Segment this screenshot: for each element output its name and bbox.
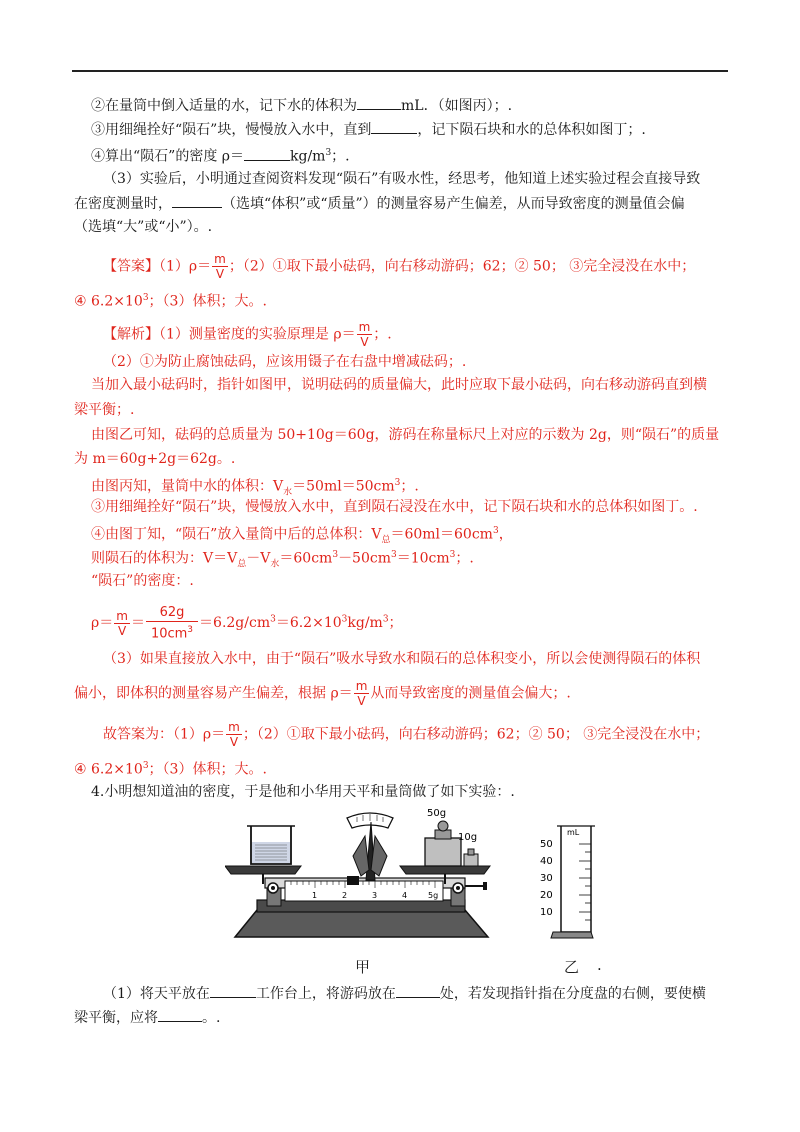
text: ；. xyxy=(400,478,419,495)
text: 10cm xyxy=(150,626,188,642)
superscript: 3 xyxy=(341,614,348,625)
cylinder-tick-label: 50 xyxy=(540,839,553,850)
answer-tag: 【答案】 xyxy=(103,258,159,275)
answer-blank[interactable] xyxy=(357,95,401,110)
answer-blank[interactable] xyxy=(244,146,290,161)
denominator: V xyxy=(357,694,366,708)
superscript: 3 xyxy=(142,293,149,303)
numerator: m xyxy=(214,252,226,266)
ruler-tick-label: 3 xyxy=(372,891,378,900)
text: mL．（如图丙）；. xyxy=(401,98,513,114)
text: 故答案为：（1）ρ＝ xyxy=(103,726,226,743)
text: 从而导致密度的测量值会偏大；. xyxy=(370,685,571,702)
text: kg/m xyxy=(347,615,383,632)
subscript: 总 xyxy=(381,535,391,546)
text: （选填“体积”或“质量”）的测量容易产生偏差，从而导致密度的测量值会偏 xyxy=(222,196,685,212)
balance-rider xyxy=(347,876,359,885)
text: ③用细绳拴好“陨石”块，慢慢放入水中，直到 xyxy=(91,122,372,138)
text: 偏小，即体积的测量容易产生偏差，根据 ρ＝ xyxy=(74,685,353,702)
text: ρ＝ xyxy=(91,615,114,632)
cylinder-tick-label: 10 xyxy=(540,907,553,918)
text: ；. xyxy=(373,326,392,343)
text: ；（2）①取下最小砝码，向右移动游码；62；② 50； ③完全浸没在水中； xyxy=(228,258,696,275)
cylinder-tick-label: 20 xyxy=(540,890,553,901)
analysis-tag: 【解析】 xyxy=(103,326,159,343)
subscript: 水 xyxy=(270,559,280,570)
denominator xyxy=(146,622,198,642)
answer-blank[interactable] xyxy=(210,983,256,998)
subscript: 水 xyxy=(283,487,293,498)
analysis-line: （3）如果直接放入水中，由于“陨石”吸水导致水和陨石的总体积变小，所以会使测得陨石的体积 xyxy=(103,651,701,667)
ruler-tick-label: 2 xyxy=(342,891,348,900)
balance-base-top xyxy=(257,900,465,912)
ruler-tick-label: 5g xyxy=(428,891,439,900)
text: ④ 6.2×10 xyxy=(74,761,143,778)
text: ＝6.2×10 xyxy=(275,615,342,632)
text: 由图丙知，量筒中水的体积：V xyxy=(91,478,284,495)
answer-line xyxy=(74,288,267,312)
superscript: 3 xyxy=(492,526,499,536)
fraction xyxy=(357,320,373,349)
analysis-line: 梁平衡；. xyxy=(74,402,135,418)
answer-blank[interactable] xyxy=(172,193,222,208)
text: （1）测量密度的实验原理是 ρ＝ xyxy=(159,326,356,343)
cylinder-tick-label: 30 xyxy=(540,873,553,884)
numerator: 62g xyxy=(146,604,198,622)
text: （1）ρ＝ xyxy=(159,258,212,275)
left-pan xyxy=(225,866,301,874)
text: 梁平衡，应将 xyxy=(74,1010,158,1026)
figure-label-jia: 甲 xyxy=(355,958,371,976)
answer-blank[interactable] xyxy=(371,119,417,134)
fraction xyxy=(212,252,228,281)
fraction xyxy=(226,720,242,749)
analysis-line xyxy=(103,320,392,349)
fraction xyxy=(354,679,370,708)
text: 处，若发现指针指在分度盘的右侧，要使横 xyxy=(439,986,706,1002)
text: ，记下陨石块和水的总体积如图丁；. xyxy=(417,122,646,138)
numerator: m xyxy=(228,720,240,734)
text: 则陨石的体积为：V＝V xyxy=(91,550,238,567)
weight-10g-label: 10g xyxy=(458,832,478,843)
superscript: 3 xyxy=(325,148,332,158)
analysis-line: ③用细绳拴好“陨石”块，慢慢放入水中，直到陨石浸没在水中，记下陨石块和水的总体积如图丁。. xyxy=(91,499,698,515)
superscript: 3 xyxy=(270,614,276,625)
balance-base xyxy=(235,910,488,937)
analysis-line xyxy=(103,720,709,749)
denominator: V xyxy=(229,735,239,749)
text: ；. xyxy=(455,550,474,567)
subscript: 总 xyxy=(237,559,247,570)
superscript: 3 xyxy=(394,478,401,488)
balance-figure xyxy=(225,800,500,940)
weight-50g-icon xyxy=(425,838,461,866)
superscript: 3 xyxy=(391,550,397,560)
weight-10g-icon xyxy=(464,854,478,866)
figure-label-dot: . xyxy=(597,956,602,974)
text: ＝6.2g/cm xyxy=(199,615,271,632)
text: ④算出“陨石”的密度 ρ＝ xyxy=(91,148,244,165)
numerator: m xyxy=(355,679,368,693)
superscript: 3 xyxy=(449,550,456,560)
text: ；. xyxy=(331,148,350,165)
fraction xyxy=(114,609,130,638)
cylinder-base xyxy=(551,932,593,938)
text: ＝60cm xyxy=(279,550,333,567)
answer-blank[interactable] xyxy=(396,983,440,998)
text: kg/m xyxy=(290,148,326,165)
analysis-line: 由图乙可知，砝码的总质量为 50+10g＝60g，游码在称量标尺上对应的示数为 2g，则“陨石”的质量 xyxy=(91,427,720,443)
text: ＝10cm xyxy=(396,550,450,567)
analysis-line: 为 m＝60g+2g＝62g。. xyxy=(74,451,236,467)
analysis-line xyxy=(74,756,267,780)
analysis-line: ρ＝ $\frac{m}{V}$ ＝ $\frac{62g}{10cm^3}$ $=6.2g/cm^3=6.2\times 10^3kg/m^3$； xyxy=(91,605,403,642)
text: ；（2）①取下最小砝码，向右移动游码；62；② 50； ③完全浸没在水中； xyxy=(242,726,710,743)
text: ；（3）体积；大。. xyxy=(148,761,267,778)
text: ；（3）体积；大。. xyxy=(148,293,267,310)
text: ＝60ml＝60cm xyxy=(390,526,493,543)
text: ； xyxy=(388,615,403,632)
text: （1）将天平放在 xyxy=(103,986,210,1002)
answer-blank[interactable] xyxy=(158,1007,202,1022)
superscript: 3 xyxy=(142,761,149,771)
text-line xyxy=(91,143,350,167)
text: ④由图丁知，“陨石”放入量筒中后的总体积：V xyxy=(91,526,382,543)
superscript: 3 xyxy=(332,550,339,560)
question-line xyxy=(103,983,706,1004)
weight-50g-label: 50g xyxy=(427,808,447,819)
ruler-tick-label: 4 xyxy=(402,891,408,900)
numerator: m xyxy=(116,608,128,623)
text: －50cm xyxy=(338,550,391,567)
analysis-line xyxy=(74,679,571,708)
text: ， xyxy=(498,526,513,543)
fraction xyxy=(146,604,198,642)
text: 工作台上，将游码放在 xyxy=(255,986,396,1002)
text: －V xyxy=(246,550,271,567)
text: 。. xyxy=(202,1010,221,1026)
text-line: （3）实验后，小明通过查阅资料发现“陨石”有吸水性，经思考，他知道上述实验过程会直接导致 xyxy=(103,171,701,187)
analysis-line: （2）①为防止腐蚀砝码，应该用镊子在右盘中增减砝码；. xyxy=(103,354,467,370)
text: ②在量筒中倒入适量的水，记下水的体积为 xyxy=(91,98,357,114)
text: 在密度测量时， xyxy=(74,196,172,212)
denominator: V xyxy=(360,335,369,349)
numerator: m xyxy=(358,320,371,334)
text-line: （选填“大”或“小”）。. xyxy=(74,219,213,235)
denominator: V xyxy=(215,267,225,281)
superscript: 3 xyxy=(187,625,194,635)
cylinder-unit: mL xyxy=(567,828,580,837)
ruler-tick-label: 1 xyxy=(312,891,318,900)
cylinder-tick-label: 40 xyxy=(540,856,553,867)
header-rule xyxy=(72,70,728,72)
cylinder-figure xyxy=(535,820,595,950)
denominator: V xyxy=(117,623,127,638)
right-pan xyxy=(400,866,490,874)
text-line xyxy=(74,193,685,214)
analysis-line: “陨石”的密度：. xyxy=(91,573,194,589)
analysis-line: 当加入最小砝码时，指针如图甲，说明砝码的质量偏大，此时应取下最小砝码，向右移动游码直到横 xyxy=(91,377,707,393)
text-line xyxy=(91,119,646,140)
answer-line xyxy=(103,252,695,281)
text: ＝50ml＝50cm xyxy=(292,478,395,495)
text: ④ 6.2×10 xyxy=(74,293,143,310)
text-line xyxy=(91,95,512,116)
question-title: 4.小明想知道油的密度，于是他和小华用天平和量筒做了如下实验：. xyxy=(91,784,515,800)
figure-label-yi: 乙 xyxy=(564,958,580,976)
question-line xyxy=(74,1007,220,1028)
superscript: 3 xyxy=(382,614,389,625)
